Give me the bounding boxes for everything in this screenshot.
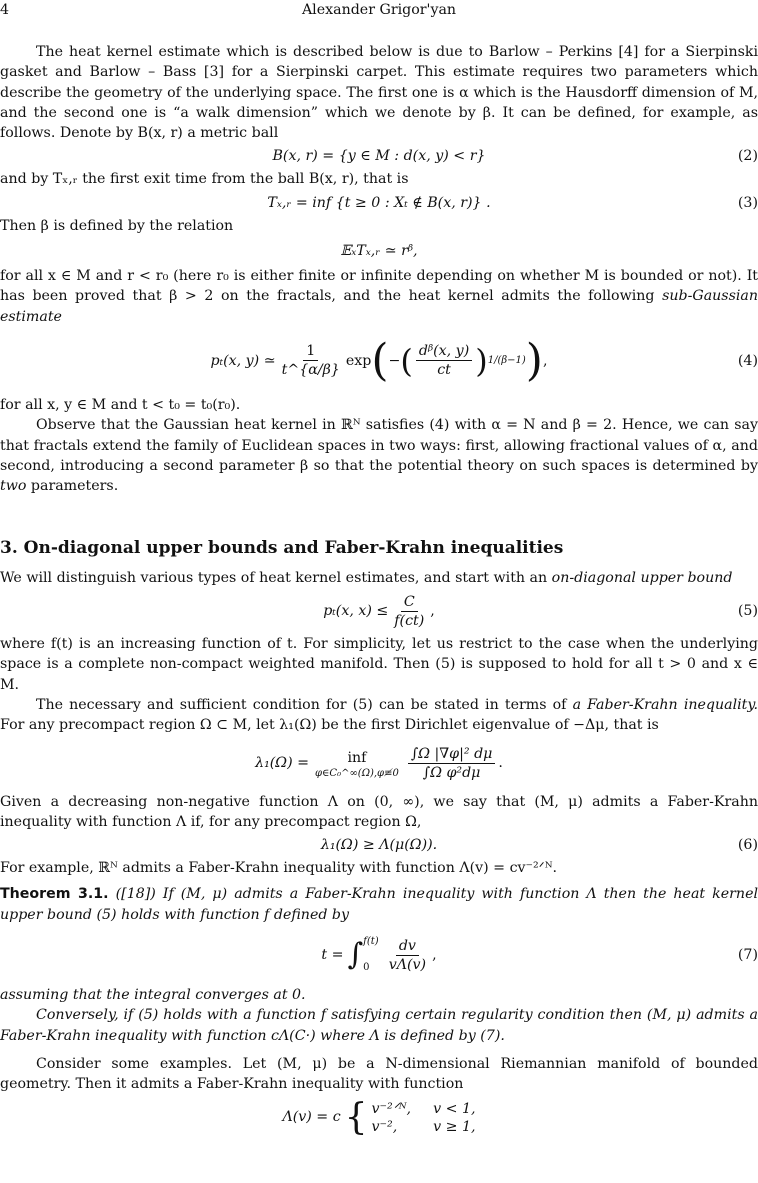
paragraph-gaussian-text: Observe that the Gaussian heat kernel in ℝᴺ satisfies (4) with α = N and β = 2. Hence, we can say that fractals extend the family of Euclidean spaces in two ways: first, allowing fractional values of α, and second, introducing a second parameter β so that the potential theory on such spaces is determined by [0,417,758,474]
equation-lambda-lhs: λ₁(Ω) = [255,755,310,772]
equation-3-expr: Tₓ,ᵣ = inf {t ≥ 0 : Xₜ ∉ B(x, r)} . [267,194,491,211]
equation-6-expr: λ₁(Ω) ≥ Λ(μ(Ω)). [320,836,438,853]
case-1-condition: v < 1, [433,1100,476,1117]
theorem-label: Theorem 3.1. [0,886,109,903]
integral-sign: ∫ [347,937,364,973]
paragraph-sub-gaussian-text: for all x ∈ M and r < r₀ (here r₀ is either finite or infinite depending on whether M is bounded or not). It has been proved that β > 2 on the fractals, and the heat kernel admits the following [0,268,758,305]
equation-6 [0,832,758,858]
equation-4: pₜ(x, y) ≃ $\frac{1}{t\^{}\{\alpha/\beta\}}$ exp ( − ( $\frac{\text{dᵝ(x, y)}}{ct}$ ) 1/(β−1) ) , (4) [210,334,758,386]
equation-7-fraction [386,937,429,974]
text-after-eq2: and by Tₓ,ᵣ the first exit time from the ball B(x, r), that is [0,171,409,188]
paragraph-examples: Consider some examples. Let (M, μ) be a N-dimensional Riemannian manifold of bounded geometry. Then it admits a Faber-Krahn inequality with function [0,1055,758,1093]
equation-7-num: dv [396,937,419,956]
theorem-statement: ([18]) If (M, μ) admits a Faber-Krahn inequality with function Λ then the heat kernel upper bound (5) holds with function f defined by [0,886,758,923]
two-emphasis: two [0,478,27,495]
on-diagonal-term: on-diagonal upper bound [551,569,733,586]
paragraph-gaussian-observation [0,415,758,496]
equation-5-lhs: pₜ(x, x) ≤ [323,602,389,619]
paragraph-sub-gaussian [0,266,758,327]
equation-lambda-tail: . [498,755,503,772]
equation-7-upper: f(t) [363,936,379,948]
equation-beta [0,236,758,266]
paragraph-on-diagonal [0,568,758,588]
equation-7-tail: , [432,946,437,963]
equation-beta-expr: 𝔼ₓTₓ,ᵣ ≃ rᵝ, [340,242,418,259]
equation-7-den: vΛ(v) [388,956,427,973]
equation-6-number: (6) [737,836,758,853]
equation-7-number: (7) [737,946,758,963]
equation-4-number: (4) [737,352,758,369]
equation-3-number: (3) [737,194,758,211]
theorem-3-1 [0,884,758,925]
equation-4-inner-fraction [416,342,472,379]
paragraph-intro: The heat kernel estimate which is described below is due to Barlow – Perkins [4] for a Sierpinski gasket and Barlow – Bass [3] for a Sierpinski carpet. This estimate requires two parameters which describe the geometry of the underlying space. The first one is α which is the Hausdorff dimension of M, and the second one is “a walk dimension” which we denote by β. It can be defined, for example, as follows. Denote by B(x, r) a metric ball [0,44,758,142]
text-after-eq4: for all x, y ∈ M and t < t₀ = t₀(r₀). [0,396,241,413]
equation-4-inner-den: ct [437,362,451,379]
equation-lambda-den: ∫Ω φ²dμ [422,765,481,782]
text-after-eq3: Then β is defined by the relation [0,217,234,234]
equation-2 [0,143,758,169]
running-header [0,0,758,20]
equation-cases-body [372,1100,476,1136]
theorem-converse: Conversely, if (5) holds with a function f satisfying certain regularity condition then (M, μ) admits a Faber-Krahn inequality with function cΛ(C·) where Λ is defined by (7). [0,1007,758,1044]
paragraph-increasing-function: where f(t) is an increasing function of t. For simplicity, let us restrict to the case when the underlying space is a complete non-compact weighted manifold. Then (5) is supposed to hold for all t > 0 and x ∈ M. [0,636,758,693]
equation-lambda-inf [315,748,399,779]
equation-5-fraction [391,593,427,630]
equation-cases-lhs: Λ(v) = c [282,1109,341,1126]
equation-lambda-inf-sub: φ∈C₀^∞(Ω),φ≢0 [315,768,399,780]
equation-lambda [0,736,758,792]
equation-2-expr: B(x, r) = {y ∈ M : d(x, y) < r} [272,148,486,165]
equation-2-number: (2) [737,148,758,165]
paragraph-gaussian-end: parameters. [30,478,119,495]
equation-7-limits [363,932,379,978]
equation-cases: Λ(v) = c { v⁻²ᐟᴺ, v < 1, v⁻², v ≥ 1, [282,1096,476,1138]
equation-7-lhs: t = [321,946,344,963]
paragraph-example-rn: For example, ℝᴺ admits a Faber-Krahn inequality with function Λ(v) = cv⁻²ᐟᴺ. [0,860,558,877]
equation-4-exp: exp [345,352,372,369]
equation-lambda-fraction [408,745,496,782]
equation-7 [0,925,758,985]
paragraph-necessary-condition [0,695,758,736]
equation-4-lhs: pₜ(x, y) ≃ [210,352,276,369]
equation-5-tail: , [430,602,435,619]
page-number: 4 [0,2,10,18]
equation-lambda-num: ∫Ω |∇φ|² dμ [408,745,496,764]
theorem-convergence-note: assuming that the integral converges at 0. [0,987,306,1004]
equation-5-num: C [401,593,418,612]
paragraph-necessary-text-2: For any precompact region Ω ⊂ M, let λ₁(Ω) be the first Dirichlet eigenvalue of −Δμ, that is [0,717,659,734]
case-2-value: v⁻², [371,1118,398,1135]
case-1-value: v⁻²ᐟᴺ, [371,1100,412,1117]
equation-3 [0,190,758,216]
equation-4-prefactor [279,342,343,379]
running-author: Alexander Grigor'yan [301,2,457,18]
equation-5-number: (5) [737,602,758,619]
sub-gaussian-term: sub-Gaussian estimate [0,288,758,325]
equation-4-inner-num: dᵝ(x, y) [416,342,472,361]
equation-4-prefactor-den: t^{α/β} [281,362,340,379]
equation-5-den: f(ct) [394,612,425,629]
body-text [0,42,758,1141]
paragraph-on-diagonal-text: We will distinguish various types of heat kernel estimates, and start with an [0,569,548,586]
faber-krahn-term: a Faber-Krahn inequality. [572,696,758,713]
case-2-condition: v ≥ 1, [433,1118,476,1135]
equation-4-prefactor-num: 1 [303,342,318,361]
paragraph-decreasing-function: Given a decreasing non-negative function Λ on (0, ∞), we say that (M, μ) admits a Faber-Krahn inequality with function Λ if, for any precompact region Ω, [0,793,758,830]
equation-lambda-inf-op: inf [347,749,367,766]
equation-5 [0,588,758,634]
paragraph-necessary-text: The necessary and sufficient condition for (5) can be stated in terms of [36,696,567,713]
equation-7-lower: 0 [363,961,370,973]
section-heading: 3. On-diagonal upper bounds and Faber-Krahn inequalities [0,538,564,559]
